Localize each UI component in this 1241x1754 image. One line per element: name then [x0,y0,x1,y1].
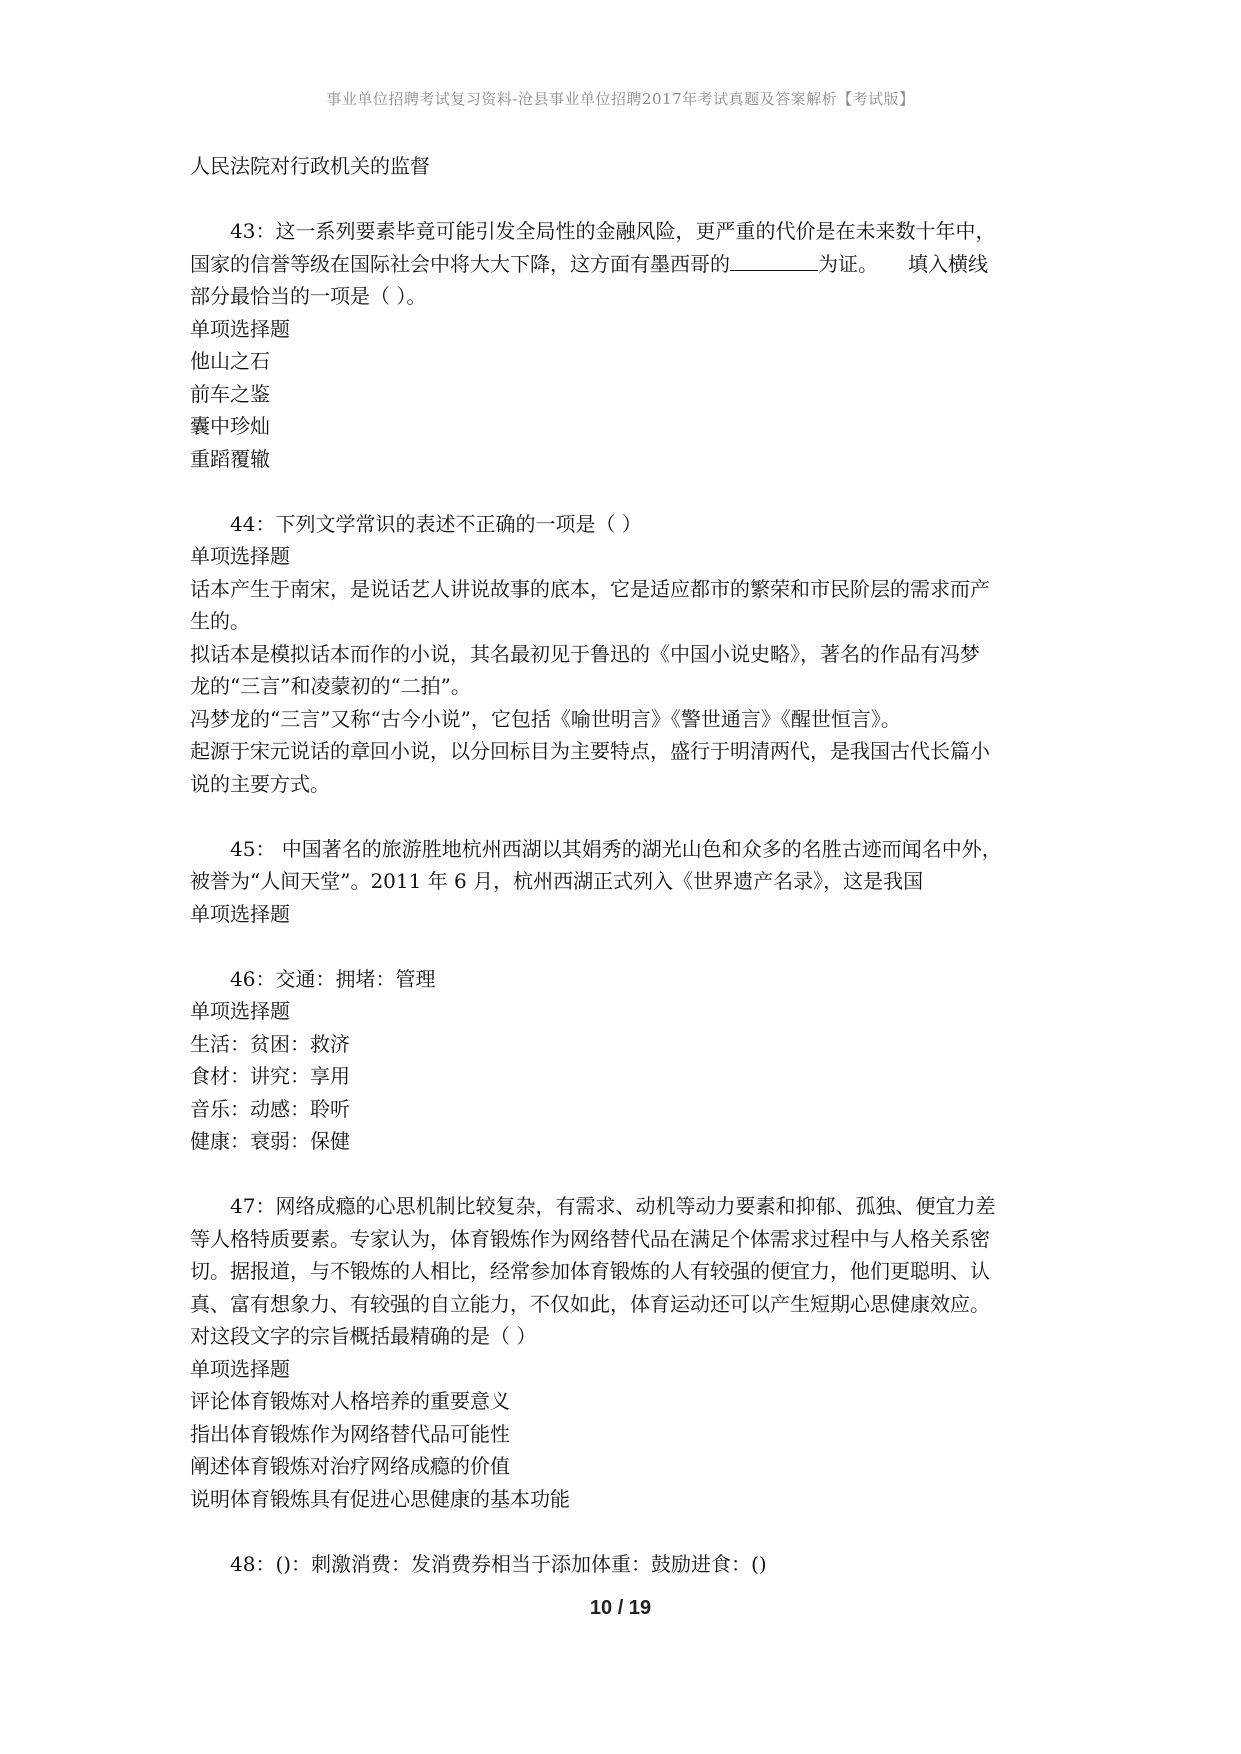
answer-option: 阐述体育锻炼对治疗网络成瘾的价值 [190,1454,510,1478]
answer-option: 起源于宋元说话的章回小说，以分回标目为主要特点，盛行于明清两代，是我国古代长篇小 [190,739,990,763]
question-stem-continued: 等人格特质要素。专家认为，体育锻炼作为网络替代品在满足个体需求过程中与人格关系密 [190,1226,990,1251]
answer-option: 说明体育锻炼具有促进心思健康的基本功能 [190,1486,570,1511]
answer-option: 音乐：动感：聆听 [190,1096,350,1121]
answer-option: 食材：讲究：享用 [190,1064,350,1088]
question-stem-continued: 真、富有想象力、有较强的自立能力，不仅如此，体育运动还可以产生短期心思健康效应。 [190,1291,990,1316]
page-header: 事业单位招聘考试复习资料-沧县事业单位招聘2017年考试真题及答案解析【考试版】 [326,90,915,108]
question-44 [190,508,1070,801]
question-type-label: 单项选择题 [190,901,290,926]
question-stem: 45： 中国著名的旅游胜地杭州西湖以其娟秀的湖光山色和众多的名胜古迹而闻名中外， [230,836,1002,861]
question-type-label: 单项选择题 [190,999,290,1023]
answer-option: 话本产生于南宋，是说话艺人讲说故事的底本，它是适应都市的繁荣和市民阶层的需求而产 [190,576,990,601]
question-stem-continued: 对这段文字的宗旨概括最精确的是（ ） [190,1324,537,1348]
question-43 [190,215,1070,475]
question-stem-continued: 切。据报道，与不锻炼的人相比，经常参加体育锻炼的人有较强的便宜力，他们更聪明、认 [190,1259,990,1283]
stem-text: 为证。 填入横线 [818,251,988,276]
question-stem-continued: 被誉为“人间天堂”。2011 年 6 月，杭州西湖正式列入《世界遗产名录》，这是我国 [190,869,924,893]
stem-text: 国家的信誉等级在国际社会中将大大下降，这方面有墨西哥的 [190,251,730,276]
answer-option: 他山之石 [190,349,270,373]
fill-in-blank [730,252,818,271]
page-number: 10 / 19 [589,1597,652,1619]
answer-option: 指出体育锻炼作为网络替代品可能性 [190,1421,510,1446]
question-stem: 48：()：刺激消费：发消费券相当于添加体重：鼓励进食：() [230,1551,767,1576]
answer-option-continued: 龙的“三言”和凌蒙初的“二拍”。 [190,674,471,698]
question-stem: 46：交通：拥堵：管理 [230,966,436,991]
question-stem: 44：下列文学常识的表述不正确的一项是（ ） [230,511,642,536]
question-type-label: 单项选择题 [190,1356,290,1381]
question-stem-continued: 部分最恰当的一项是（ ）。 [190,284,427,308]
question-48 [190,1548,1070,1581]
previous-question-tail: 人民法院对行政机关的监督 [190,154,430,178]
answer-option: 前车之鉴 [190,381,270,406]
answer-option: 评论体育锻炼对人格培养的重要意义 [190,1389,510,1413]
question-46 [190,963,1070,1158]
answer-option-continued: 生的。 [190,609,250,633]
question-type-label: 单项选择题 [190,316,290,341]
answer-option: 拟话本是模拟话本而作的小说，其名最初见于鲁迅的《中国小说史略》，著名的作品有冯梦 [190,641,980,666]
answer-option: 生活：贫困：救济 [190,1031,350,1056]
question-stem: 43：这一系列要素毕竟可能引发全局性的金融风险，更严重的代价是在未来数十年中， [230,219,996,243]
question-45 [190,833,1070,931]
answer-option-continued: 说的主要方式。 [190,771,330,796]
answer-option: 囊中珍灿 [190,414,270,438]
answer-option: 冯梦龙的“三言”又称“古今小说”，它包括《喻世明言》《警世通言》《醒世恒言》。 [190,706,901,731]
document-body [190,150,1070,1580]
answer-option: 重蹈覆辙 [190,446,270,471]
question-type-label: 单项选择题 [190,544,290,568]
question-stem-continued [190,248,1070,281]
question-47 [190,1190,1070,1515]
answer-option: 健康：衰弱：保健 [190,1129,350,1153]
question-stem: 47：网络成瘾的心思机制比较复杂，有需求、动机等动力要素和抑郁、孤独、便宜力差 [230,1194,996,1218]
